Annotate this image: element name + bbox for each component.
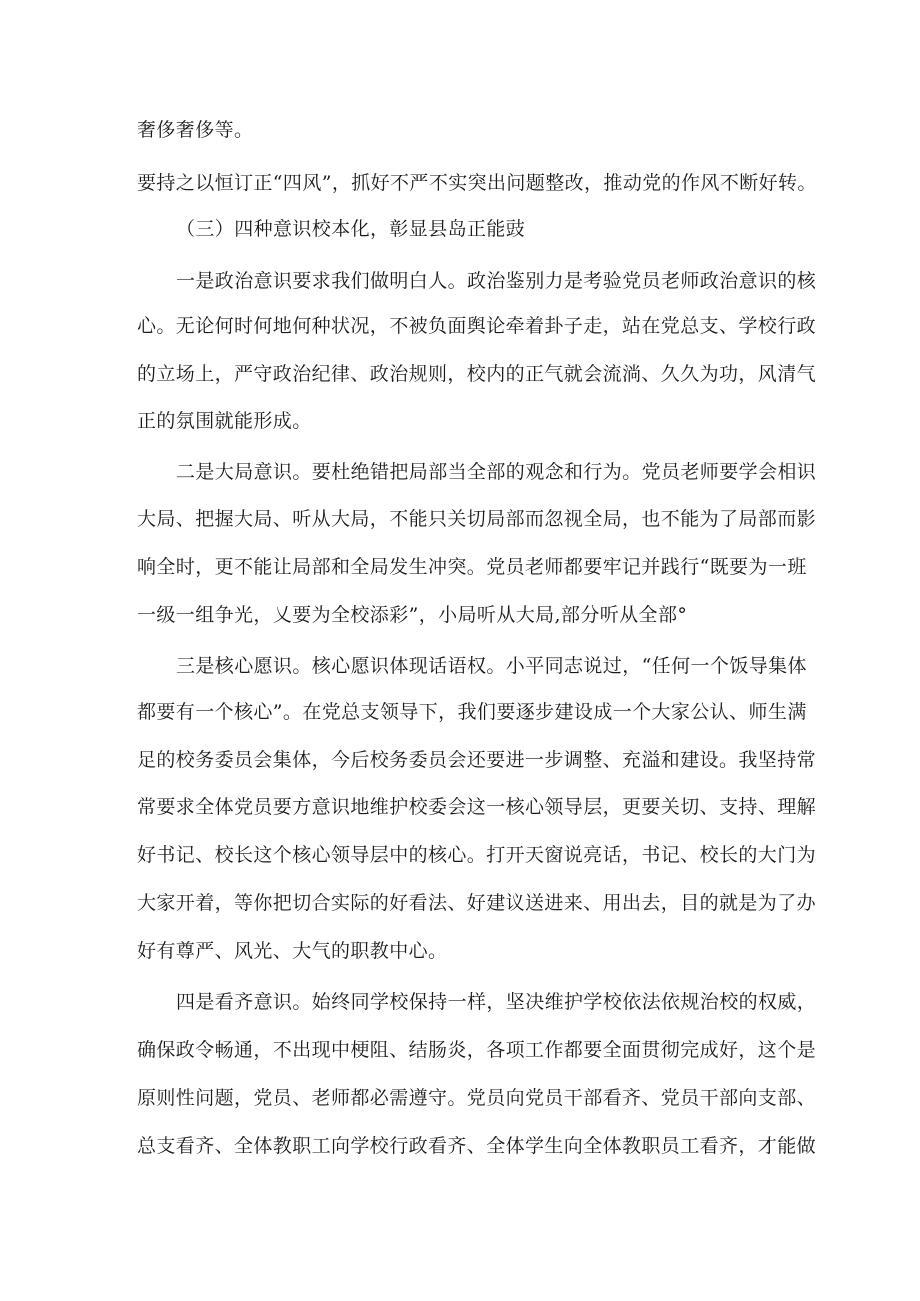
text-line: 要持之以恒订正“四风”，抓好不严不实突出问题整改，推动党的作风不断好转。 [137, 172, 817, 194]
text-line: 都要有一个核心”。在党总支领导下，我们要逐步建设成一个大家公认、师生满 [137, 701, 807, 723]
text-line: 好有尊严、风光、大气的职教中心。 [137, 940, 448, 962]
text-line: 确保政令畅通，不出现中梗阻、结肠炎，各项工作都要全面贯彻完成好，这个是 [137, 1039, 817, 1061]
text-line: 三是核心愿识。核心愿识体现话语权。小平同志说过，“任何一个饭导集体 [176, 655, 807, 677]
text-line: 四是看齐意识。始终同学校保持一样，坚决维护学校依法依规治校的权威， [176, 991, 817, 1013]
text-line: 奢侈奢侈等。 [137, 119, 254, 141]
text-line: 正的氛围就能形成。 [137, 410, 312, 432]
text-line: 好书记、校长这个核心领导层中的核心。打开天窗说亮话，书记、校长的大门为 [137, 844, 817, 866]
section-heading: （三）四种意识校本化，彰显县岛正能豉 [176, 218, 526, 240]
text-line: 二是大局意识。要杜绝错把局部当全部的观念和行为。党员老师要学会相识 [176, 461, 817, 483]
text-line: 响全时，更不能让局部和全局发生冲突。党员老师都要牢记并践行“既要为一班 [137, 556, 807, 578]
text-line: 心。无论何时何地何种状况，不被负面舆论牵着卦子走，站在党总支、学校行政 [137, 315, 817, 337]
text-line: 常要求全体党员要方意识地维护校委会这一核心领导层，更要关切、支持、理解 [137, 796, 817, 818]
text-line: 大家开着，等你把切合实际的好看法、好建议送进来、用出去，目的就是为了办 [137, 892, 817, 914]
text-line: 足的校务委员会集体，今后校务委员会还要进一步调整、充溢和建设。我坚持常 [137, 749, 817, 771]
text-line: 原则性问题，党员、老师都必需遵守。党员向党员干部看齐、党员干部向支部、 [137, 1087, 817, 1109]
text-line: 大局、把握大局、听从大局，不能只关切局部而忽视全局，也不能为了局部而影 [137, 508, 817, 530]
text-line: 一级一组争光，乂要为全校添彩”，小局听从大局,部分听从全部° [137, 604, 688, 626]
text-line: 总支看齐、全体教职工向学校行政看齐、全体学生向全体教职员工看齐，才能做 [137, 1135, 817, 1157]
text-line: 的立场上，严守政治纪律、政治规则，校内的正气就会流淌、久久为功，风清气 [137, 363, 817, 385]
text-line: 一是政治意识要求我们做明白人。政治鉴别力是考验党员老师政治意识的核 [176, 270, 817, 292]
